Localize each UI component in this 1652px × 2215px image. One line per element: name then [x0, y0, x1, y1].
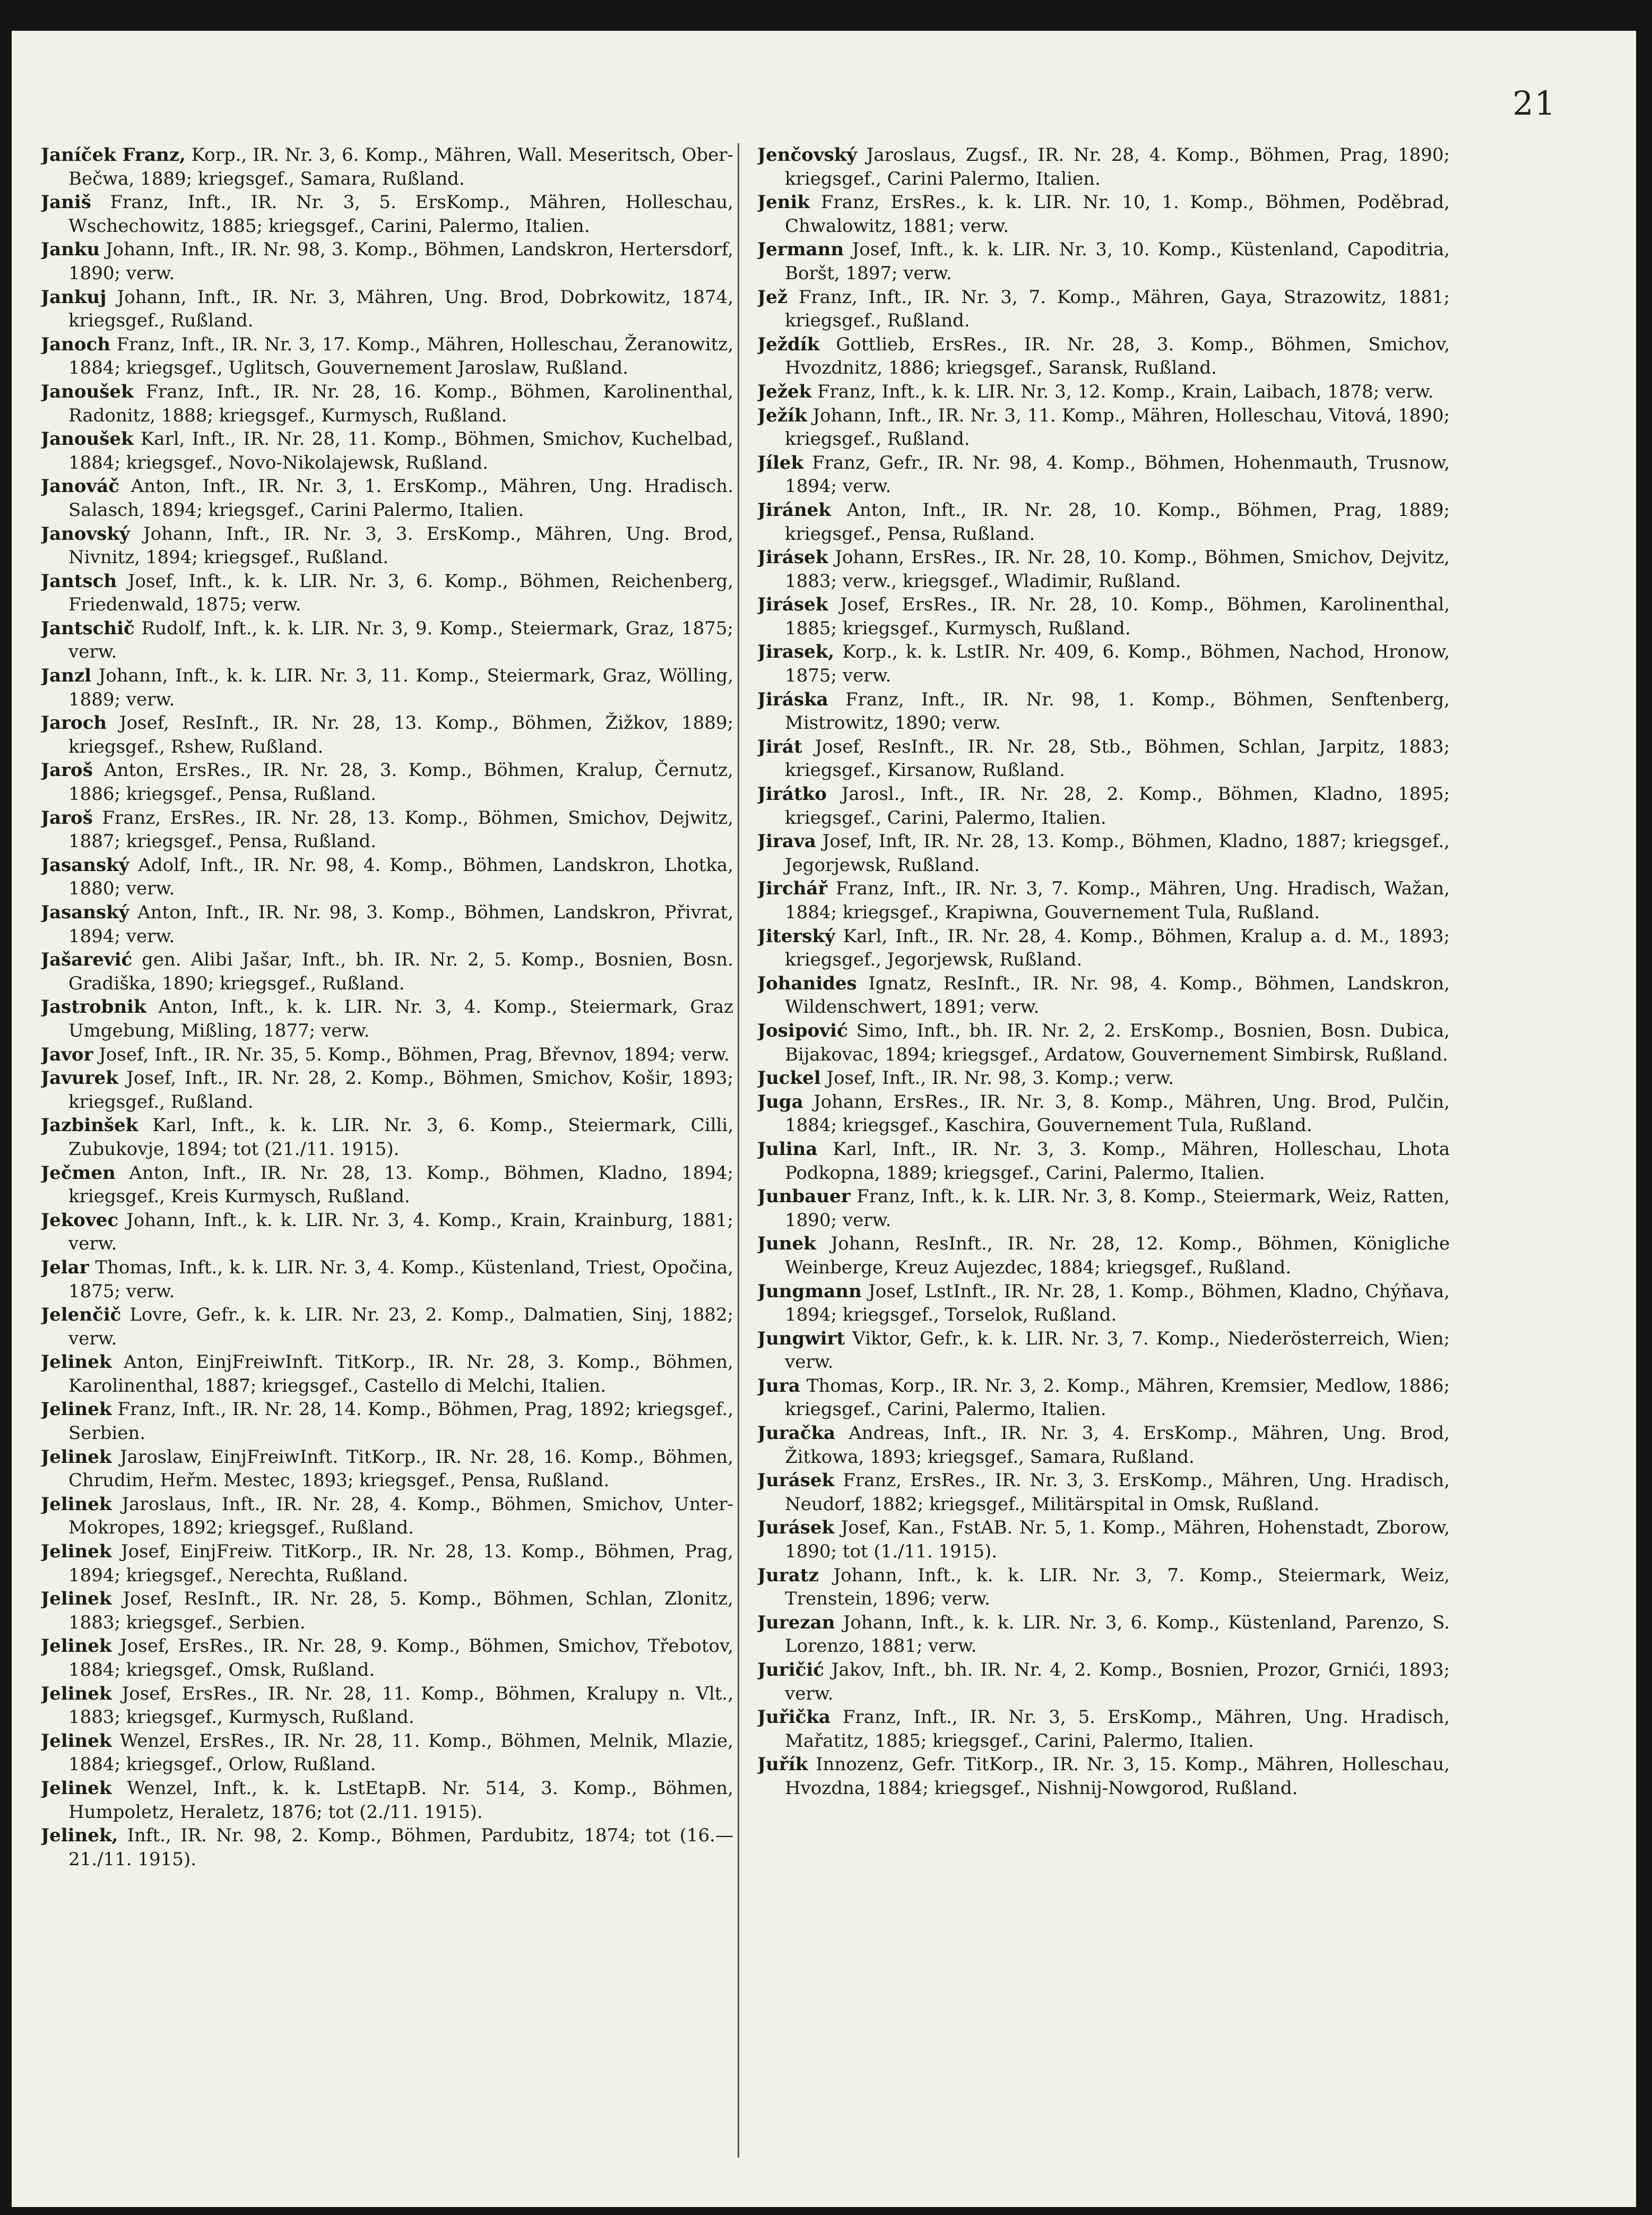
entry-details: Josef, ErsRes., IR. Nr. 28, 11. Komp., Böhmen, Kralupy n. Vlt., 1883; kriegsgef., Kurmysch, Rußland. — [68, 1683, 733, 1728]
entry-details: Karl, Inft., IR. Nr. 3, 3. Komp., Mähren, Holleschau, Lhota Podkopna, 1889; kriegsgef., Carini, Palermo, Italien. — [785, 1138, 1450, 1184]
entry-details: Johann, Inft., IR. Nr. 98, 3. Komp., Böhmen, Landskron, Hertersdorf, 1890; verw. — [68, 239, 733, 284]
list-item — [757, 546, 1450, 593]
entry-details: Innozenz, Gefr. TitKorp., IR. Nr. 3, 15. Komp., Mähren, Holleschau, Hvozdna, 1884; kriegsgef., Nishnij-Nowgorod, Rußland. — [785, 1754, 1450, 1799]
entry-details: Korp., k. k. LstIR. Nr. 409, 6. Komp., Böhmen, Nachod, Hronow, 1875; verw. — [785, 641, 1450, 687]
entry-details: Johann, ResInft., IR. Nr. 28, 12. Komp., Böhmen, Königliche Weinberge, Kreuz Aujezdec, 1884; kriegsgef., Rußland. — [785, 1233, 1450, 1278]
entry-surname: Jungmann — [757, 1280, 862, 1302]
entry-surname: Javor — [41, 1044, 93, 1065]
entry-surname: Jelenčič — [41, 1304, 122, 1326]
list-item — [41, 1777, 733, 1824]
list-item — [41, 570, 733, 617]
entry-details: Johann, Inft., k. k. LIR. Nr. 3, 7. Komp., Steiermark, Weiz, Trenstein, 1896; verw. — [785, 1564, 1450, 1610]
entry-surname: Janováč — [41, 476, 120, 497]
entry-details: Adolf, Inft., IR. Nr. 98, 4. Komp., Böhmen, Landskron, Lhotka, 1880; verw. — [68, 854, 733, 900]
list-item — [757, 1232, 1450, 1279]
entry-surname: Jelinek — [41, 1730, 112, 1752]
list-item — [41, 1634, 733, 1682]
entry-details: Gottlieb, ErsRes., IR. Nr. 28, 3. Komp., Böhmen, Smichov, Hvozdnitz, 1886; kriegsgef., Saransk, Rußland. — [785, 333, 1450, 379]
entry-surname: Ježdík — [757, 333, 820, 355]
list-item — [41, 1350, 733, 1398]
list-item — [757, 143, 1450, 191]
entry-details: Johann, Inft., k. k. LIR. Nr. 3, 11. Komp., Steiermark, Graz, Wölling, 1889; verw. — [68, 665, 733, 710]
list-item — [41, 1256, 733, 1303]
column-divider — [738, 143, 739, 2158]
entry-surname: Jirát — [757, 736, 802, 757]
list-item — [757, 1066, 1450, 1090]
list-item — [41, 948, 733, 995]
entry-details: Ignatz, ResInft., IR. Nr. 98, 4. Komp., Böhmen, Landskron, Wildenschwert, 1891; verw. — [785, 972, 1450, 1018]
list-item — [41, 1493, 733, 1540]
entry-surname: Janiš — [41, 192, 91, 213]
entry-surname: Josipović — [757, 1020, 848, 1041]
list-item — [41, 806, 733, 854]
entry-surname: Jiránek — [757, 499, 831, 521]
entry-surname: Jaroš — [41, 760, 93, 781]
list-item — [757, 1327, 1450, 1374]
entry-surname: Jastrobnik — [41, 996, 146, 1018]
entry-surname: Jurezan — [757, 1611, 835, 1633]
entry-details: Wenzel, Inft., k. k. LstEtapB. Nr. 514, 3. Komp., Böhmen, Humpoletz, Heraletz, 1876; tot (2./11. 1915). — [68, 1777, 733, 1823]
entry-details: Anton, ErsRes., IR. Nr. 28, 3. Komp., Böhmen, Kralup, Černutz, 1886; kriegsgef., Pensa, Rußland. — [68, 760, 733, 805]
entry-surname: Jirchář — [757, 878, 828, 900]
list-item — [757, 1658, 1450, 1705]
list-item — [757, 498, 1450, 546]
list-item — [41, 286, 733, 333]
entry-surname: Janoušek — [41, 428, 134, 450]
entry-surname: Jelinek, — [41, 1825, 118, 1847]
list-item — [41, 191, 733, 238]
entry-details: Johann, Inft., IR. Nr. 3, Mähren, Ung. Brod, Dobrkowitz, 1874, kriegsgef., Rußland. — [68, 286, 733, 332]
list-item — [41, 1043, 733, 1067]
list-item — [41, 238, 733, 285]
list-item — [41, 143, 733, 191]
entry-surname: Juričić — [757, 1659, 824, 1680]
list-item — [757, 1611, 1450, 1658]
entry-details: Franz, Gefr., IR. Nr. 98, 4. Komp., Böhmen, Hohenmauth, Trusnow, 1894; verw. — [785, 452, 1450, 497]
entry-details: Johann, ErsRes., IR. Nr. 3, 8. Komp., Mähren, Ung. Brod, Pulčin, 1884; kriegsgef., Kaschira, Gouvernement Tula, Rußland. — [785, 1091, 1450, 1136]
list-item — [757, 238, 1450, 285]
list-item — [41, 1066, 733, 1114]
list-item — [757, 972, 1450, 1019]
list-item — [757, 1374, 1450, 1421]
entry-surname: Jungwirt — [757, 1328, 845, 1349]
entry-surname: Javurek — [41, 1067, 118, 1089]
entry-surname: Jelar — [41, 1256, 89, 1278]
entry-surname: Jež — [757, 286, 788, 308]
entry-details: gen. Alibi Jašar, Inft., bh. IR. Nr. 2, 5. Komp., Bosnien, Bosn. Gradiška, 1890; kriegsgef., Rußland. — [68, 949, 733, 994]
entry-surname: Jura — [757, 1375, 800, 1397]
entry-details: Franz, ErsRes., IR. Nr. 28, 13. Komp., Böhmen, Smichov, Dejwitz, 1887; kriegsgef., Pensa, Rußland. — [68, 807, 733, 852]
entry-surname: Jankuj — [41, 286, 107, 308]
left-column — [41, 143, 733, 2176]
entry-surname: Jelinek — [41, 1777, 112, 1799]
entry-surname: Jasanský — [41, 902, 129, 923]
list-item — [757, 830, 1450, 877]
entry-surname: Johanides — [757, 972, 857, 994]
entry-details: Anton, Inft., IR. Nr. 98, 3. Komp., Böhmen, Landskron, Přivrat, 1894; verw. — [68, 902, 733, 947]
entry-details: Jaroslaus, Zugsf., IR. Nr. 28, 4. Komp., Böhmen, Prag, 1890; kriegsgef., Carini Palermo, Italien. — [785, 144, 1450, 189]
entry-surname: Jirasek, — [757, 641, 835, 663]
entry-surname: Janku — [41, 239, 100, 261]
entry-details: Franz, Inft., IR. Nr. 28, 16. Komp., Böhmen, Karolinenthal, Radonitz, 1888; kriegsgef., Kurmysch, Rußland. — [68, 381, 733, 426]
list-item — [757, 877, 1450, 924]
entry-surname: Juřička — [757, 1707, 831, 1728]
entry-details: Josef, Inft., k. k. LIR. Nr. 3, 6. Komp., Böhmen, Reichenberg, Friedenwald, 1875; verw. — [68, 570, 733, 616]
entry-details: Jakov, Inft., bh. IR. Nr. 4, 2. Komp., Bosnien, Prozor, Grnići, 1893; verw. — [785, 1659, 1450, 1704]
list-item — [41, 1398, 733, 1445]
entry-surname: Jelinek — [41, 1493, 112, 1515]
entry-details: Anton, Inft., IR. Nr. 28, 13. Komp., Böhmen, Kladno, 1894; kriegsgef., Kreis Kurmysch, Rußland. — [68, 1162, 733, 1208]
entry-surname: Jelinek — [41, 1588, 112, 1610]
entry-surname: Janzl — [41, 665, 92, 687]
list-item — [41, 1114, 733, 1161]
entry-details: Josef, ErsRes., IR. Nr. 28, 9. Komp., Böhmen, Smichov, Třebotov, 1884; kriegsgef., Omsk, Rußland. — [68, 1635, 733, 1680]
entry-surname: Jiráska — [757, 688, 828, 710]
entry-details: Franz, Inft., IR. Nr. 3, 5. ErsKomp., Mähren, Holleschau, Wschechowitz, 1885; kriegsgef., Carini, Palermo, Italien. — [68, 192, 733, 237]
entry-details: Johann, Inft., IR. Nr. 3, 11. Komp., Mähren, Holleschau, Vitová, 1890; kriegsgef., Rußland. — [785, 404, 1450, 450]
entry-surname: Jaroch — [41, 712, 107, 734]
entry-details: Jaroslaus, Inft., IR. Nr. 28, 4. Komp., Böhmen, Smichov, Unter-Mokropes, 1892; kriegsgef., Rußland. — [68, 1493, 733, 1539]
list-item — [757, 593, 1450, 640]
entry-surname: Jirásek — [757, 594, 828, 616]
list-item — [757, 688, 1450, 735]
list-item — [757, 735, 1450, 782]
entry-details: Josef, ResInft., IR. Nr. 28, 13. Komp., Böhmen, Žižkov, 1889; kriegsgef., Rshew, Rußland. — [68, 712, 733, 757]
list-item — [757, 1185, 1450, 1232]
entry-surname: Ježík — [757, 404, 807, 426]
list-item — [41, 475, 733, 522]
list-item — [41, 1303, 733, 1350]
entry-surname: Jermann — [757, 239, 844, 261]
entry-details: Jarosl., Inft., IR. Nr. 28, 2. Komp., Böhmen, Kladno, 1895; kriegsgef., Carini, Palermo, Italien. — [785, 783, 1450, 829]
list-item — [41, 380, 733, 427]
entry-details: Jaroslaw, EinjFreiwInft. TitKorp., IR. Nr. 28, 16. Komp., Böhmen, Chrudim, Heřm. Mestec, 1893; kriegsgef., Pensa, Rußland. — [68, 1446, 733, 1492]
entry-surname: Jaroš — [41, 807, 93, 829]
entry-surname: Jílek — [757, 452, 804, 473]
list-item — [757, 451, 1450, 498]
list-item — [757, 1421, 1450, 1469]
entry-details: Josef, Inft., IR. Nr. 98, 3. Komp.; verw. — [820, 1067, 1174, 1089]
entry-surname: Jurásek — [757, 1517, 835, 1539]
entry-details: Franz, Inft., IR. Nr. 3, 7. Komp., Mähren, Ung. Hradisch, Wažan, 1884; kriegsgef., Krapiwna, Gouvernement Tula, Rußland. — [785, 878, 1450, 923]
list-item — [757, 782, 1450, 830]
entry-surname: Junek — [757, 1233, 816, 1255]
entry-surname: Juga — [757, 1091, 803, 1113]
list-item — [41, 1161, 733, 1209]
entry-details: Franz, Inft., IR. Nr. 3, 7. Komp., Mähren, Gaya, Strazowitz, 1881; kriegsgef., Rußland. — [785, 286, 1450, 332]
entry-surname: Jelinek — [41, 1683, 112, 1704]
list-item — [757, 404, 1450, 451]
list-item — [757, 1280, 1450, 1327]
list-item — [757, 1564, 1450, 1611]
entry-surname: Jekovec — [41, 1209, 119, 1231]
list-item — [41, 1445, 733, 1493]
entry-details: Anton, EinjFreiwInft. TitKorp., IR. Nr. 28, 3. Komp., Böhmen, Karolinenthal, 1887; kriegsgef., Castello di Melchi, Italien. — [68, 1351, 733, 1397]
list-item — [757, 333, 1450, 380]
entry-surname: Jelinek — [41, 1446, 112, 1468]
list-item — [41, 1587, 733, 1634]
entry-surname: Jirásek — [757, 547, 828, 568]
entry-details: Anton, Inft., k. k. LIR. Nr. 3, 4. Komp., Steiermark, Graz Umgebung, Mißling, 1877; verw. — [68, 996, 733, 1041]
entry-details: Johann, Inft., k. k. LIR. Nr. 3, 4. Komp., Krain, Krainburg, 1881; verw. — [68, 1209, 733, 1255]
entry-surname: Jelinek — [41, 1351, 112, 1373]
list-item — [41, 1209, 733, 1256]
entry-details: Josef, Inft., k. k. LIR. Nr. 3, 10. Komp., Küstenland, Capoditria, Boršt, 1897; verw. — [785, 239, 1450, 284]
list-item — [41, 1682, 733, 1729]
list-item — [41, 617, 733, 664]
entry-surname: Jiterský — [757, 925, 835, 947]
entry-details: Josef, EinjFreiw. TitKorp., IR. Nr. 28, 13. Komp., Böhmen, Prag, 1894; kriegsgef., Nerechta, Rußland. — [68, 1541, 733, 1586]
entry-surname: Jasanský — [41, 854, 129, 876]
list-item — [757, 1090, 1450, 1137]
entry-details: Korp., IR. Nr. 3, 6. Komp., Mähren, Wall. Meseritsch, Ober-Bečwa, 1889; kriegsgef., Samara, Rußland. — [68, 144, 733, 189]
entry-surname: Jazbinšek — [41, 1115, 139, 1136]
entry-surname: Janoch — [41, 333, 110, 355]
list-item — [757, 380, 1450, 404]
entry-details: Josef, Inft., IR. Nr. 28, 2. Komp., Böhmen, Smichov, Košir, 1893; kriegsgef., Rußland. — [68, 1067, 733, 1113]
entry-details: Josef, ResInft., IR. Nr. 28, Stb., Böhmen, Schlan, Jarpitz, 1883; kriegsgef., Kirsanow, Rußland. — [785, 736, 1450, 781]
entry-surname: Juřík — [757, 1754, 808, 1776]
entry-details: Thomas, Inft., k. k. LIR. Nr. 3, 4. Komp., Küstenland, Triest, Opočina, 1875; verw. — [68, 1256, 733, 1302]
list-item — [41, 1729, 733, 1777]
entry-surname: Jirátko — [757, 783, 827, 805]
entry-details: Johann, Inft., k. k. LIR. Nr. 3, 6. Komp., Küstenland, Parenzo, S. Lorenzo, 1881; verw. — [785, 1611, 1450, 1657]
entry-details: Wenzel, ErsRes., IR. Nr. 28, 11. Komp., Böhmen, Melnik, Mlazie, 1884; kriegsgef., Orlow, Rußland. — [68, 1730, 733, 1776]
entry-surname: Juratz — [757, 1564, 819, 1586]
entry-details: Thomas, Korp., IR. Nr. 3, 2. Komp., Mähren, Kremsier, Medlow, 1886; kriegsgef., Carini, Palermo, Italien. — [785, 1375, 1450, 1420]
entry-surname: Juračka — [757, 1423, 836, 1444]
entry-details: Karl, Inft., IR. Nr. 28, 11. Komp., Böhmen, Smichov, Kuchelbad, 1884; kriegsgef., Novo-Nikolajewsk, Rußland. — [68, 428, 733, 473]
list-item — [41, 901, 733, 948]
entry-details: Anton, Inft., IR. Nr. 28, 10. Komp., Böhmen, Prag, 1889; kriegsgef., Pensa, Rußland. — [785, 499, 1450, 545]
entry-details: Franz, ErsRes., IR. Nr. 3, 3. ErsKomp., Mähren, Ung. Hradisch, Neudorf, 1882; kriegsgef., Militärspital in Omsk, Rußland. — [785, 1470, 1450, 1515]
list-item — [41, 1824, 733, 1871]
entry-surname: Jenik — [757, 192, 810, 213]
entry-details: Karl, Inft., IR. Nr. 28, 4. Komp., Böhmen, Kralup a. d. M., 1893; kriegsgef., Jegorjewsk, Rußland. — [785, 925, 1450, 971]
list-item — [41, 427, 733, 475]
entry-details: Rudolf, Inft., k. k. LIR. Nr. 3, 9. Komp., Steiermark, Graz, 1875; verw. — [68, 617, 733, 663]
entry-details: Johann, Inft., IR. Nr. 3, 3. ErsKomp., Mähren, Ung. Brod, Nivnitz, 1894; kriegsgef., Rußland. — [68, 523, 733, 568]
entry-details: Josef, LstInft., IR. Nr. 28, 1. Komp., Böhmen, Kladno, Chýňava, 1894; kriegsgef., Torselok, Rußland. — [785, 1280, 1450, 1326]
list-item — [757, 1019, 1450, 1066]
entry-details: Franz, ErsRes., k. k. LIR. Nr. 10, 1. Komp., Böhmen, Poděbrad, Chwalowitz, 1881; verw. — [785, 192, 1450, 237]
entry-details: Franz, Inft., IR. Nr. 3, 17. Komp., Mähren, Holleschau, Žeranowitz, 1884; kriegsgef., Uglitsch, Gouvernement Jaroslaw, Rußland. — [68, 333, 733, 379]
entry-surname: Juckel — [757, 1067, 821, 1089]
entry-details: Andreas, Inft., IR. Nr. 3, 4. ErsKomp., Mähren, Ung. Brod, Žitkowa, 1893; kriegsgef., Samara, Rußland. — [785, 1423, 1450, 1468]
list-item — [41, 711, 733, 759]
list-item — [41, 333, 733, 380]
entry-surname: Jurásek — [757, 1470, 835, 1492]
entry-details: Anton, Inft., IR. Nr. 3, 1. ErsKomp., Mähren, Ung. Hradisch. Salasch, 1894; kriegsgef., Carini Palermo, Italien. — [68, 476, 733, 521]
entry-details: Lovre, Gefr., k. k. LIR. Nr. 23, 2. Komp., Dalmatien, Sinj, 1882; verw. — [68, 1304, 733, 1349]
entry-details: Josef, Inft., IR. Nr. 35, 5. Komp., Böhmen, Prag, Břevnov, 1894; verw. — [93, 1044, 730, 1065]
entry-details: Karl, Inft., k. k. LIR. Nr. 3, 6. Komp., Steiermark, Cilli, Zubukovje, 1894; tot (21./11. 1915). — [68, 1115, 733, 1160]
list-item — [757, 1469, 1450, 1516]
list-item — [757, 1753, 1450, 1800]
entry-surname: Janovský — [41, 523, 130, 545]
entry-surname: Jirava — [757, 831, 816, 852]
list-item — [41, 1540, 733, 1587]
entry-surname: Jenčovský — [757, 144, 858, 166]
right-column — [757, 143, 1450, 2176]
entry-details: Franz, Inft., k. k. LIR. Nr. 3, 12. Komp., Krain, Laibach, 1878; verw. — [811, 381, 1434, 402]
list-item — [757, 640, 1450, 687]
entry-details: Johann, ErsRes., IR. Nr. 28, 10. Komp., Böhmen, Smichov, Dejvitz, 1883; verw., kriegsgef., Wladimir, Rußland. — [785, 547, 1450, 592]
entry-surname: Ježek — [757, 381, 812, 402]
entry-details: Josef, Kan., FstAB. Nr. 5, 1. Komp., Mähren, Hohenstadt, Zborow, 1890; tot (1./11. 1915). — [785, 1517, 1450, 1563]
entry-surname: Jelinek — [41, 1541, 112, 1563]
entry-details: Franz, Inft., IR. Nr. 28, 14. Komp., Böhmen, Prag, 1892; kriegsgef., Serbien. — [68, 1399, 733, 1444]
entry-details: Josef, Inft, IR. Nr. 28, 13. Komp., Böhmen, Kladno, 1887; kriegsgef., Jegorjewsk, Rußland. — [785, 831, 1450, 876]
list-item — [757, 1137, 1450, 1185]
entry-surname: Jantschič — [41, 617, 135, 639]
list-item — [41, 854, 733, 901]
list-item — [41, 522, 733, 570]
entry-surname: Junbauer — [757, 1186, 851, 1208]
list-item — [757, 1705, 1450, 1753]
list-item — [41, 664, 733, 711]
list-item — [757, 925, 1450, 972]
list-item — [757, 1516, 1450, 1563]
entry-surname: Jantsch — [41, 570, 117, 592]
list-item — [41, 759, 733, 806]
entry-surname: Jelinek — [41, 1399, 112, 1420]
document-page — [12, 31, 1636, 2207]
entry-surname: Janoušek — [41, 381, 134, 402]
entry-surname: Janíček Franz, — [41, 144, 186, 166]
entry-surname: Jašarević — [41, 949, 133, 971]
entry-details: Viktor, Gefr., k. k. LIR. Nr. 3, 7. Komp., Niederösterreich, Wien; verw. — [785, 1328, 1450, 1373]
entry-details: Josef, ResInft., IR. Nr. 28, 5. Komp., Böhmen, Schlan, Zlonitz, 1883; kriegsgef., Serbien. — [68, 1588, 733, 1633]
entry-details: Josef, ErsRes., IR. Nr. 28, 10. Komp., Böhmen, Karolinenthal, 1885; kriegsgef., Kurmysch, Rußland. — [785, 594, 1450, 639]
list-item — [757, 286, 1450, 333]
entry-surname: Jelinek — [41, 1635, 112, 1657]
entry-surname: Ječmen — [41, 1162, 116, 1184]
list-item — [41, 995, 733, 1042]
entry-details: Franz, Inft., k. k. LIR. Nr. 3, 8. Komp., Steiermark, Weiz, Ratten, 1890; verw. — [785, 1186, 1450, 1231]
entry-details: Simo, Inft., bh. IR. Nr. 2, 2. ErsKomp., Bosnien, Bosn. Dubica, Bijakovac, 1894; kriegsgef., Ardatow, Gouvernement Simbirsk, Rußland. — [785, 1020, 1450, 1065]
entry-surname: Julina — [757, 1138, 818, 1160]
list-item — [757, 191, 1450, 238]
page-number: 21 — [1512, 84, 1556, 123]
entry-details: Franz, Inft., IR. Nr. 98, 1. Komp., Böhmen, Senftenberg, Mistrowitz, 1890; verw. — [785, 688, 1450, 734]
entry-details: Inft., IR. Nr. 98, 2. Komp., Böhmen, Pardubitz, 1874; tot (16.—21./11. 1915). — [68, 1825, 733, 1870]
entry-details: Franz, Inft., IR. Nr. 3, 5. ErsKomp., Mähren, Ung. Hradisch, Mařatitz, 1885; kriegsgef., Carini, Palermo, Italien. — [785, 1707, 1450, 1752]
